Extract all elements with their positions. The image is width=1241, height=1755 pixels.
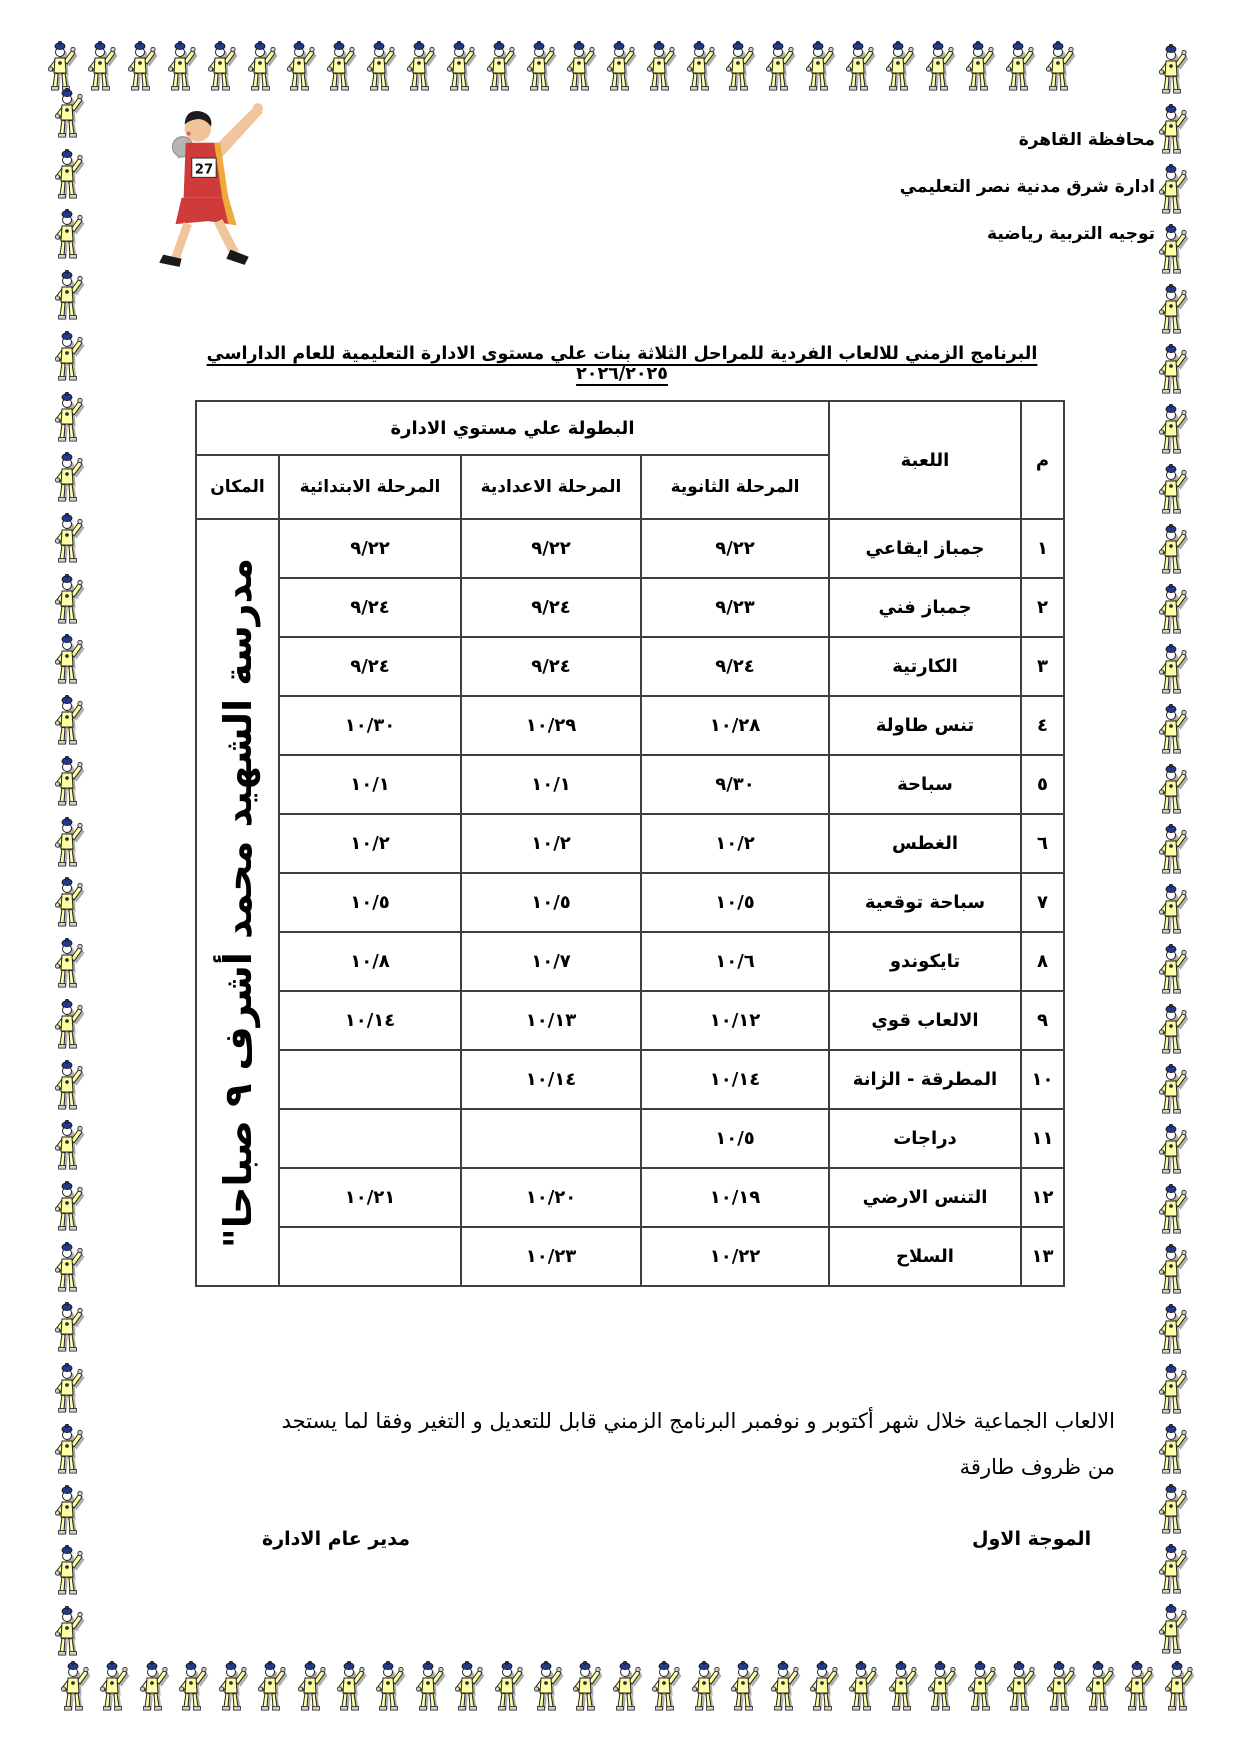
table-row [196,519,1064,578]
table-row [196,637,1064,696]
border-person-icon [1156,1544,1190,1596]
border-person-icon [649,1661,683,1713]
border-person-icon [52,513,86,565]
game-name-cell: الكارتية [829,637,1021,696]
date-cell: ٩/٢٢ [641,519,829,578]
date-cell: ٩/٢٢ [461,519,641,578]
date-cell: ١٠/١٤ [461,1050,641,1109]
border-person-icon [52,695,86,747]
row-number-cell: ٢ [1021,578,1064,637]
border-person-icon [1156,344,1190,396]
border-person-icon [1156,1184,1190,1236]
date-cell [279,1050,461,1109]
row-number-cell: ١٠ [1021,1050,1064,1109]
date-cell: ١٠/٥ [279,873,461,932]
place-cell [196,519,279,1286]
table-row [196,1109,1064,1168]
date-cell: ١٠/٢٢ [641,1227,829,1286]
date-cell: ١٠/١٤ [641,1050,829,1109]
date-cell: ٩/٢٤ [279,578,461,637]
border-person-icon [1156,1424,1190,1476]
game-name-cell: الالعاب قوي [829,991,1021,1050]
date-cell: ١٠/٢١ [279,1168,461,1227]
athlete-bib-number: 27 [194,162,214,178]
border-person-icon [1156,404,1190,456]
date-cell [279,1109,461,1168]
border-person-icon [1156,44,1190,96]
table-row [196,1050,1064,1109]
border-person-icon [1004,1661,1038,1713]
game-name-cell: جمباز ايقاعي [829,519,1021,578]
date-cell: ١٠/١ [461,755,641,814]
footer-note-line2: من ظروف طارقة [959,1455,1115,1479]
border-person-icon [1156,1064,1190,1116]
col-header-secondary: المرحلة الثانوية [641,455,829,519]
border-person-icon [1122,1661,1156,1713]
border-person-icon [610,1661,644,1713]
date-cell: ٩/٢٣ [641,578,829,637]
border-person-icon [846,1661,880,1713]
col-header-primary: المرحلة الابتدائية [279,455,461,519]
border-person-icon [85,41,119,93]
border-figures-top [45,40,1077,94]
col-header-place: المكان [196,455,279,519]
border-person-icon [52,1545,86,1597]
letterhead-line-governorate: محافظة القاهرة [1018,130,1155,150]
border-person-icon [728,1661,762,1713]
date-cell: ٩/٢٤ [461,578,641,637]
border-person-icon [1156,1364,1190,1416]
letterhead-line-administration: ادارة شرق مدنية نصر التعليمي [899,177,1155,197]
border-person-icon [524,41,558,93]
game-name-cell: الغطس [829,814,1021,873]
border-person-icon [689,1661,723,1713]
date-cell: ٩/٢٤ [279,637,461,696]
border-person-icon [886,1661,920,1713]
row-number-cell: ٧ [1021,873,1064,932]
row-number-cell: ٨ [1021,932,1064,991]
border-person-icon [295,1661,329,1713]
border-person-icon [1156,1004,1190,1056]
date-cell: ١٠/٧ [461,932,641,991]
date-cell: ١٠/١٣ [461,991,641,1050]
game-name-cell: سباحة [829,755,1021,814]
date-cell: ١٠/٢ [461,814,641,873]
row-number-cell: ٩ [1021,991,1064,1050]
date-cell: ٩/٣٠ [641,755,829,814]
border-person-icon [413,1661,447,1713]
border-person-icon [444,41,478,93]
border-person-icon [52,1060,86,1112]
game-name-cell: المطرقة - الزانة [829,1050,1021,1109]
border-person-icon [58,1661,92,1713]
letterhead-line-directorate: توجيه التربية رياضية [987,224,1155,244]
date-cell: ١٠/٨ [279,932,461,991]
schedule-table [195,400,1065,1287]
game-name-cell: سباحة توقعية [829,873,1021,932]
date-cell: ٩/٢٤ [641,637,829,696]
border-person-icon [492,1661,526,1713]
border-person-icon [176,1661,210,1713]
border-person-icon [205,41,239,93]
border-person-icon [52,1606,86,1658]
date-cell: ١٠/٢ [641,814,829,873]
border-person-icon [52,331,86,383]
border-person-icon [245,41,279,93]
row-number-cell: ٦ [1021,814,1064,873]
border-person-icon [923,41,957,93]
border-person-icon [768,1661,802,1713]
letterhead [635,128,1155,269]
border-person-icon [1156,764,1190,816]
col-header-number: م [1021,401,1064,519]
row-number-cell: ١١ [1021,1109,1064,1168]
border-person-icon [1156,584,1190,636]
footer-note-line1: الالعاب الجماعية خلال شهر أكتوبر و نوفمبر البرنامج الزمني قابل للتعديل و التغير وفقا لما يستجد [281,1409,1115,1433]
border-person-icon [52,817,86,869]
date-cell: ١٠/٢٠ [461,1168,641,1227]
border-person-icon [1156,704,1190,756]
col-header-preparatory: المرحلة الاعدادية [461,455,641,519]
date-cell [279,1227,461,1286]
border-person-icon [52,1181,86,1233]
border-person-icon [1156,1604,1190,1656]
date-cell: ١٠/٥ [461,873,641,932]
border-person-icon [803,41,837,93]
border-person-icon [52,999,86,1051]
border-person-icon [45,41,79,93]
game-name-cell: السلاح [829,1227,1021,1286]
border-person-icon [1156,644,1190,696]
border-person-icon [965,1661,999,1713]
date-cell: ١٠/١٩ [641,1168,829,1227]
table-row [196,578,1064,637]
shot-put-athlete-image [122,96,290,274]
border-person-icon [52,634,86,686]
border-person-icon [1156,224,1190,276]
border-person-icon [52,88,86,140]
border-person-icon [216,1661,250,1713]
border-person-icon [324,41,358,93]
border-person-icon [1156,1244,1190,1296]
table-row [196,814,1064,873]
border-person-icon [1156,164,1190,216]
date-cell: ١٠/١ [279,755,461,814]
border-person-icon [1156,284,1190,336]
date-cell: ١٠/٥ [641,1109,829,1168]
game-name-cell: تايكوندو [829,932,1021,991]
border-person-icon [137,1661,171,1713]
border-person-icon [52,1120,86,1172]
row-number-cell: ٤ [1021,696,1064,755]
table-row [196,1168,1064,1227]
game-name-cell: تنس طاولة [829,696,1021,755]
row-number-cell: ١٣ [1021,1227,1064,1286]
championship-level-header: البطولة علي مستوي الادارة [196,401,829,455]
border-person-icon [1156,884,1190,936]
border-person-icon [52,877,86,929]
border-person-icon [52,938,86,990]
border-person-icon [52,209,86,261]
border-person-icon [1156,1304,1190,1356]
border-person-icon [883,41,917,93]
table-row [196,755,1064,814]
border-person-icon [684,41,718,93]
row-number-cell: ١٢ [1021,1168,1064,1227]
border-person-icon [52,149,86,201]
border-person-icon [52,270,86,322]
table-row [196,932,1064,991]
border-person-icon [570,1661,604,1713]
document-title: البرنامج الزمني للالعاب الفردية للمراحل الثلاثة بنات علي مستوى الادارة التعليمية للعام الداراسي ٢٠٢٦/٢٠٢٥ [206,344,1038,384]
border-person-icon [125,41,159,93]
border-figures-left [50,88,88,1658]
border-person-icon [52,1485,86,1537]
date-cell: ١٠/٥ [641,873,829,932]
border-person-icon [807,1661,841,1713]
border-person-icon [843,41,877,93]
footer-note [123,1398,1115,1490]
table-row [196,991,1064,1050]
border-person-icon [484,41,518,93]
game-name-cell: دراجات [829,1109,1021,1168]
date-cell: ١٠/٢ [279,814,461,873]
date-cell: ١٠/١٢ [641,991,829,1050]
date-cell [461,1109,641,1168]
date-cell: ٩/٢٤ [461,637,641,696]
border-person-icon [1003,41,1037,93]
border-person-icon [1156,464,1190,516]
border-person-icon [284,41,318,93]
table-row [196,873,1064,932]
game-name-cell: التنس الارضي [829,1168,1021,1227]
border-person-icon [255,1661,289,1713]
table-row [196,696,1064,755]
date-cell: ١٠/١٤ [279,991,461,1050]
border-person-icon [1156,824,1190,876]
border-person-icon [1044,1661,1078,1713]
signature-first-supervisor: الموجة الاول [972,1528,1092,1550]
border-person-icon [1162,1661,1196,1713]
row-number-cell: ١ [1021,519,1064,578]
border-person-icon [52,756,86,808]
table-row [196,1227,1064,1286]
border-person-icon [52,1302,86,1354]
border-person-icon [165,41,199,93]
date-cell: ١٠/٢٨ [641,696,829,755]
border-person-icon [604,41,638,93]
row-number-cell: ٥ [1021,755,1064,814]
date-cell: ١٠/٢٩ [461,696,641,755]
border-person-icon [1043,41,1077,93]
border-person-icon [52,1424,86,1476]
date-cell: ١٠/٦ [641,932,829,991]
border-person-icon [452,1661,486,1713]
border-person-icon [925,1661,959,1713]
border-person-icon [1083,1661,1117,1713]
border-person-icon [1156,944,1190,996]
border-person-icon [644,41,678,93]
date-cell: ١٠/٣٠ [279,696,461,755]
border-person-icon [564,41,598,93]
row-number-cell: ٣ [1021,637,1064,696]
border-person-icon [1156,1124,1190,1176]
border-person-icon [364,41,398,93]
border-figures-right [1154,44,1192,1656]
border-person-icon [52,574,86,626]
border-person-icon [1156,104,1190,156]
signature-general-director: مدير عام الادارة [262,1528,411,1550]
border-person-icon [334,1661,368,1713]
col-header-game: اللعبة [829,401,1021,519]
game-name-cell: جمباز فني [829,578,1021,637]
border-person-icon [1156,524,1190,576]
border-figures-bottom [58,1660,1196,1714]
border-person-icon [531,1661,565,1713]
border-person-icon [52,1363,86,1415]
border-person-icon [963,41,997,93]
place-vertical-text: مدرسة الشهيد محمد أشرف ٩ صباحا" [215,557,260,1248]
border-person-icon [52,452,86,504]
date-cell: ١٠/٢٣ [461,1227,641,1286]
date-cell: ٩/٢٢ [279,519,461,578]
border-person-icon [373,1661,407,1713]
border-person-icon [52,392,86,444]
border-person-icon [52,1242,86,1294]
border-person-icon [97,1661,131,1713]
border-person-icon [723,41,757,93]
border-person-icon [1156,1484,1190,1536]
border-person-icon [763,41,797,93]
border-person-icon [404,41,438,93]
